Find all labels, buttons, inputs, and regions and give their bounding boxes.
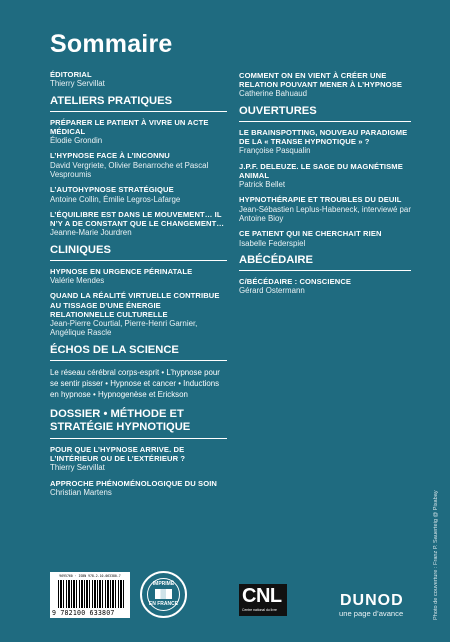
section-cliniques — [50, 244, 227, 338]
section-heading-ouvertures: OUVERTURES — [239, 105, 411, 122]
entry-title: COMMENT ON EN VIENT À CRÉER UNE RELATION POUVANT MENER À L’HYPNOSE — [239, 71, 403, 90]
echos-text: Le réseau cérébral corps-esprit • L’hypnose pour se sentir pisser • Hypnose et cancer • Inductions en hypnose • Hypnogenèse et Erickson — [50, 367, 220, 399]
barcode-bars — [58, 580, 124, 608]
section-heading-ateliers: ATELIERS PRATIQUES — [50, 95, 227, 112]
section-echos — [50, 344, 227, 400]
publisher-logo: DUNOD — [340, 592, 404, 609]
flag-icon — [155, 589, 172, 599]
barcode-number: 9 782100 633807 — [52, 609, 115, 617]
section-abecedaire — [239, 254, 411, 296]
editorial-entry — [50, 70, 227, 89]
toc-entry — [50, 151, 227, 179]
entry-title: QUAND LA RÉALITÉ VIRTUELLE CONTRIBUE AU TISSAGE D’UNE ÉNERGIE RELATIONNELLE CULTURELLE — [50, 291, 220, 319]
toc-entry — [50, 445, 227, 473]
entry-author: Jeanne-Marie Jourdren — [50, 228, 132, 238]
section-heading-dossier: DOSSIER • MÉTHODE ET STRATÉGIE HYPNOTIQUE — [50, 408, 227, 439]
entry-title: L’AUTOHYPNOSE STRATÉGIQUE — [50, 185, 174, 195]
toc-entry — [239, 229, 411, 248]
entry-author: Élodie Grondin — [50, 136, 103, 146]
entry-author: Jean-Sébastien Leplus-Habeneck, interviewé par Antoine Bioy — [239, 204, 411, 224]
entry-title: HYPNOSE EN URGENCE PÉRINATALE — [50, 266, 193, 276]
entry-title: LE BRAINSPOTTING, NOUVEAU PARADIGME DE LA « TRANSE HYPNOTIQUE » ? — [239, 127, 408, 147]
toc-entry — [239, 277, 411, 296]
left-column — [50, 70, 227, 503]
entry-author: Gérard Ostermann — [239, 286, 305, 296]
toc-entry — [50, 210, 227, 238]
toc-entry — [50, 267, 227, 286]
entry-author: Catherine Bahuaud — [239, 89, 307, 99]
editorial-author: Thierry Servillat — [50, 79, 105, 89]
toc-entry — [239, 195, 411, 223]
entry-author: Antoine Collin, Émilie Legros-Lafarge — [50, 194, 181, 204]
toc-entry — [239, 71, 411, 99]
section-heading-abecedaire: ABÉCÉDAIRE — [239, 254, 411, 271]
entry-title: J.P.F. DELEUZE. LE SAGE DU MAGNÉTISME ANIMAL — [239, 161, 403, 180]
entry-author: Thierry Servillat — [50, 463, 105, 473]
entry-title: APPROCHE PHÉNOMÉNOLOGIQUE DU SOIN — [50, 478, 218, 488]
seal-top-text: IMPRIMÉ — [152, 581, 175, 587]
toc-entry — [239, 162, 411, 190]
section-dossier — [50, 408, 227, 497]
entry-author: Valérie Mendes — [50, 276, 105, 286]
section-heading-cliniques: CLINIQUES — [50, 244, 227, 261]
section-ouvertures — [239, 105, 411, 248]
entry-author: Patrick Bellet — [239, 180, 286, 190]
editorial-title: ÉDITORIAL — [50, 70, 92, 79]
cnl-logo-text: CNL — [242, 585, 282, 607]
seal-bottom-text: EN FRANCE — [148, 601, 179, 607]
entry-author: Isabelle Federspiel — [239, 238, 306, 248]
imprime-en-france-seal — [140, 571, 187, 618]
entry-title: CE PATIENT QUI NE CHERCHAIT RIEN — [239, 229, 382, 239]
toc-entry — [239, 128, 411, 156]
page-title: Sommaire — [50, 30, 173, 58]
entry-title: L’ÉQUILIBRE EST DANS LE MOUVEMENT… IL N’Y A DE CONSTANT QUE LE CHANGEMENT… — [50, 210, 225, 229]
entry-author: Christian Martens — [50, 487, 112, 497]
entry-title: C/BÉCÉDAIRE : CONSCIENCE — [239, 277, 352, 287]
toc-entry — [50, 479, 227, 498]
publisher-tagline: une page d’avance — [339, 609, 404, 618]
toc-entry — [50, 291, 227, 337]
photo-credit: Photo de couverture : Franz P. Sauerteig @ Pixabay — [433, 490, 439, 620]
toc-entry — [50, 118, 227, 146]
section-ateliers — [50, 95, 227, 238]
cnl-logo-subtext: Centre national du livre — [242, 608, 277, 612]
entry-title: POUR QUE L’HYPNOSE ARRIVE. DE L’INTÉRIEUR OU DE L’EXTÉRIEUR ? — [50, 444, 186, 464]
entry-author: David Vergriete, Olivier Benarroche et Pascal Vesproumis — [50, 160, 209, 180]
isbn-barcode — [50, 572, 130, 618]
section-heading-echos: ÉCHOS DE LA SCIENCE — [50, 344, 227, 361]
entry-title: HYPNOTHÉRAPIE ET TROUBLES DU DEUIL — [239, 195, 402, 205]
entry-author: Françoise Pasqualin — [239, 146, 311, 156]
entry-title: PRÉPARER LE PATIENT À VIVRE UN ACTE MÉDICAL — [50, 117, 209, 136]
cnl-logo — [239, 584, 287, 616]
barcode-header: 9695760 · ISBN 978-2-10-063380-7 — [59, 574, 121, 578]
entry-title: L’HYPNOSE FACE À L’INCONNU — [50, 151, 170, 161]
toc-entry — [50, 185, 227, 204]
entry-author: Jean-Pierre Courtial, Pierre-Henri Garnier, Angélique Rascle — [50, 319, 198, 338]
right-column — [239, 71, 411, 302]
